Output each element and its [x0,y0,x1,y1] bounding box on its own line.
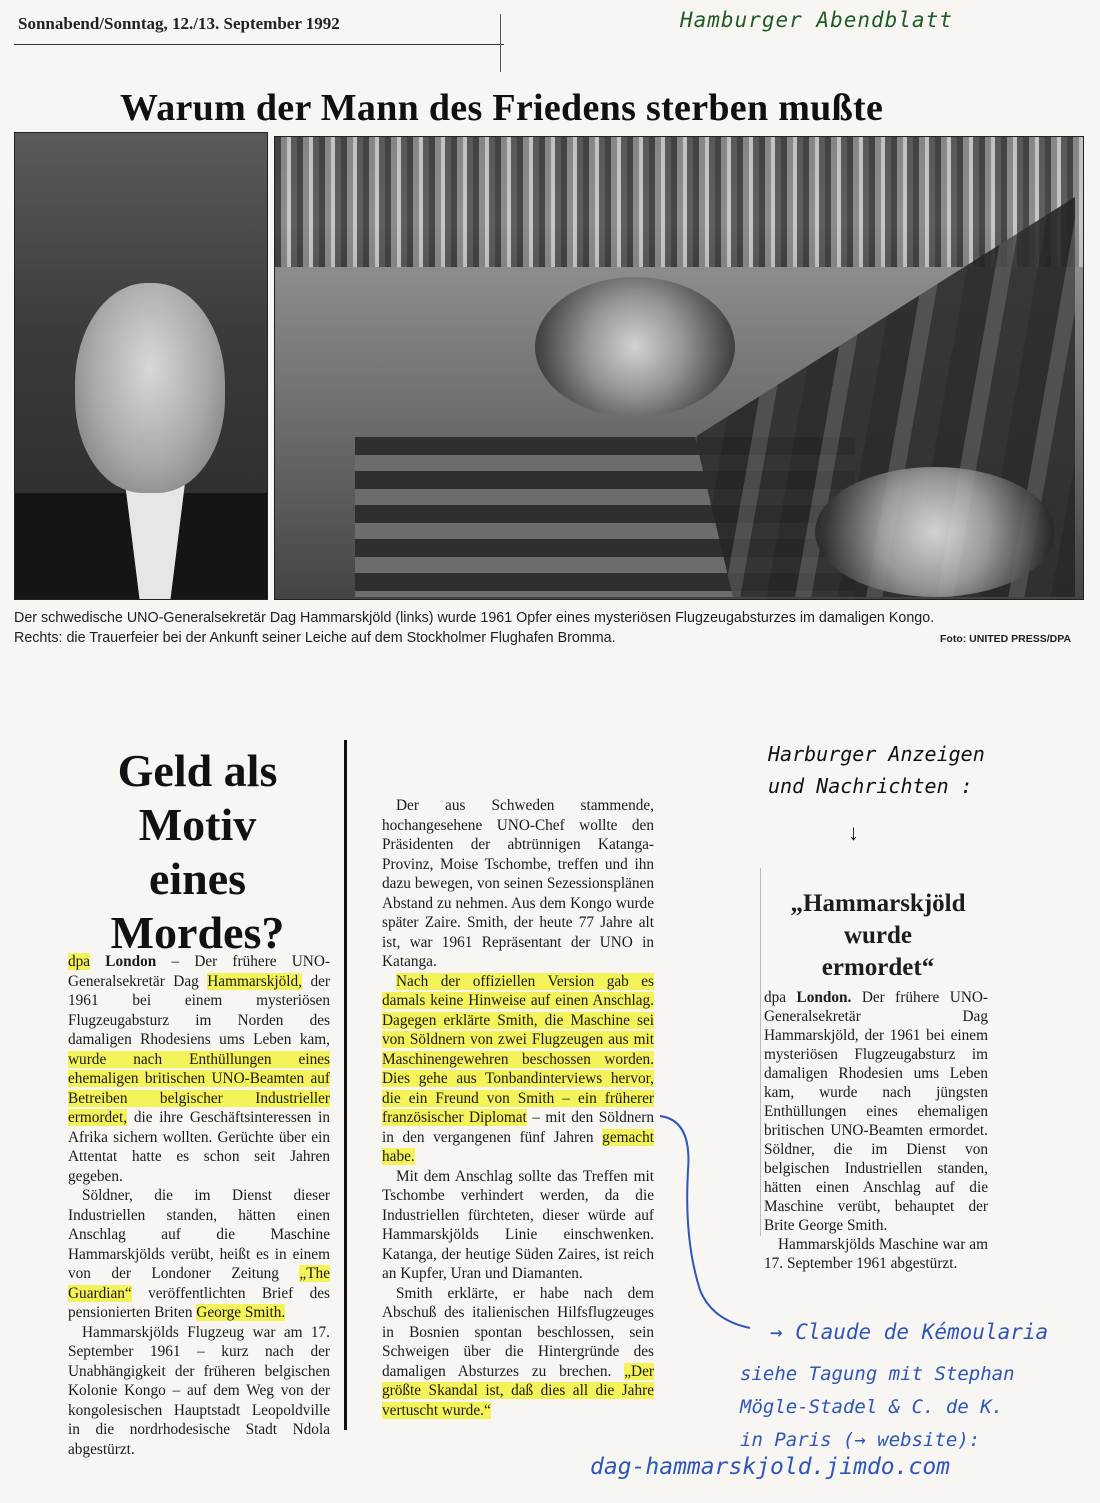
handwritten-note-meeting: siehe Tagung mit Stephan Mögle-Stadel & C. de K. in Paris (→ website): [740,1363,1015,1451]
article1-paragraph: Smith erklärte, er habe nach dem Abschuß des italienischen Hilfsflugzeuges in Bosnien spontan beschlossen, sein Schweigen über die Hintergründe des damaligen Absturzes zu brechen. „Der größte Skandal ist, daß dies all die Jahre vertuscht wurde.“ [382,1284,654,1419]
article2-paragraph: dpa London. Der frühere UNO-Generalsekretär Dag Hammarskjöld, der 1961 bei einem mysteriösen Flugzeugabsturz im damaligen Rhodesien ums Leben kam, wurde nach jüngsten Enthüllungen eines ehemaligen britischen UNO-Beamten ermordet. Söldner, die im Dienst von belgischen Industriellen standen, hätten einen Anschlag auf die Maschine verübt, behauptet der Brite George Smith. [764,989,989,1234]
handwritten-paper-name: Hamburger Abendblatt [680,8,953,32]
header-rule [14,44,504,45]
photo-credit: Foto: UNITED PRESS/DPA [940,633,1072,645]
caption-line-2: Rechts: die Trauerfeier bei der Ankunft seiner Leiche auf dem Stockholmer Flughafen Bromma. [14,630,616,646]
article1-column-1 [68,952,330,1459]
photo-caption [14,608,1084,648]
main-headline: Warum der Mann des Friedens sterben mußte [120,87,884,129]
article1-paragraph: Nach der offiziellen Version gab es damals keine Hinweise auf einen Anschlag. Dagegen erklärte Smith, die Maschine sei von Söldnern von zwei Flugzeugen aus mit Maschinengewehren beschossen worden. Dies gehe aus Tonbandinterviews hervor, die ein Freund von Smith – ein früherer französischer Diplomat – mit den Söldnern in den vergangenen fünf Jahren gemacht habe. [382,972,654,1165]
article1-paragraph: Hammarskjölds Flugzeug war am 17. September 1961 – kurz nach der Unabhängigkeit der früheren belgischen Kolonie Kongo – auf dem Weg von der kongolesischen Hauptstadt Leopoldville in die nordrhodesische Stadt Ndola abgestürzt. [68,1323,330,1458]
caption-line-1: Der schwedische UNO-Generalsekretär Dag Hammarskjöld (links) wurde 1961 Opfer eines mysteriösen Flugzeugabsturzes im damaligen Kongo. [14,610,935,626]
article2-headline: „Hammarskjöld wurde ermordet“ [790,890,966,981]
article2-body [764,988,988,1273]
article1-paragraph: dpa London – Der frühere UNO-Generalsekretär Dag Hammarskjöld, der 1961 bei einem mysteriösen Flugzeugabsturz im Norden des damaligen Rhodesiens ums Leben kam, wurde nach Enthüllungen eines ehemaligen britischen UNO-Beamten auf Betreiben belgischer Industrieller ermordet, die ihre Geschäftsinteressen in Afrika sichern wollten. Gerüchte über ein Attentat hatte es schon seit Jahren gegeben. [68,953,331,1185]
connector-line [640,1110,780,1340]
dateline: Sonnabend/Sonntag, 12./13. September 1992 [18,14,340,33]
handwritten-website-url: dag-hammarskjold.jimdo.com [590,1454,951,1480]
article1-paragraph: Söldner, die im Dienst dieser Industriellen standen, hätten einen Anschlag auf die Maschine Hammarskjölds verübt, heißt es in einem von der Londoner Zeitung „The Guardian“ veröffentlichten Brief des pensionierten Briten George Smith. [68,1187,330,1321]
article1-paragraph: Der aus Schweden stammende, hochangesehene UNO-Chef wollte den Präsidenten der abtrünnigen Katanga-Provinz, Moise Tschombe, treffen und ihn dazu bewegen, von seinen Sezessionsplänen Abstand zu nehmen. Aus dem Kongo wurde später Zaire. Smith, der heute 77 Jahre alt ist, war 1961 Repräsentant der UNO in Katanga. [382,797,654,970]
article1-column-2 [382,796,654,1420]
handwritten-note-name: → Claude de Kémoularia [770,1320,1049,1344]
column-divider [500,14,501,72]
arrow-down-icon: ↓ [848,820,859,845]
portrait-photo [14,132,268,600]
article1-headline: Geld als Motiv eines Mordes? [110,745,285,958]
article1-paragraph: Mit dem Anschlag sollte das Treffen mit Tschombe verhindert werden, da die Industriellen fürchteten, dieser würde auf Hammarskjölds Linie einschwenken. Katanga, der heutige Süden Zaires, ist reich an Kupfer, Uran und Diamanten. [382,1167,654,1282]
article2-paragraph: Hammarskjölds Maschine war am 17. September 1961 abgestürzt. [764,1236,988,1272]
handwritten-source-note: Harburger Anzeigen und Nachrichten : [768,742,985,798]
funeral-ceremony-photo [274,136,1084,600]
